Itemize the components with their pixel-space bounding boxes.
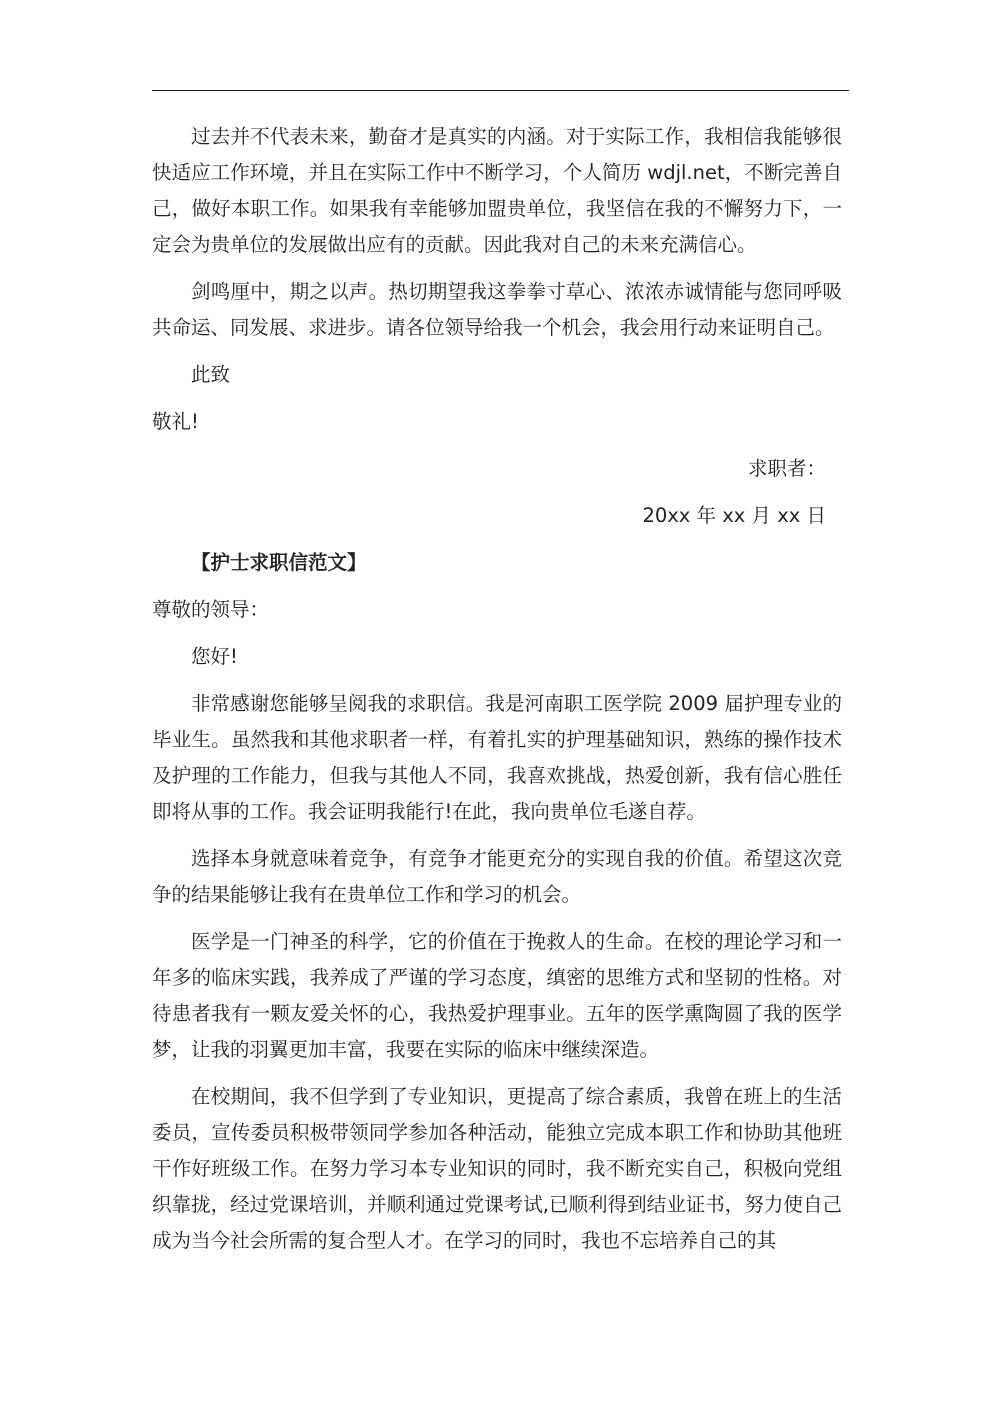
greeting-hello: 您好! bbox=[191, 645, 238, 668]
paragraph-competition: 选择本身就意味着竞争，有竞争才能更充分的实现自我的价值。希望这次竞争的结果能够让我有在贵单位工作和学习的机会。 bbox=[152, 847, 842, 906]
signature-applicant: 求职者： bbox=[747, 457, 826, 480]
paragraph-intro: 非常感谢您能够呈阅我的求职信。我是河南职工医学院 2009 届护理专业的毕业生。虽然我和其他求职者一样，有着扎实的护理基础知识，熟练的操作技术及护理的工作能力，但我与其他人不同，我喜欢挑战，热爱创新，我有信心胜任即将从事的工作。我会证明我能行!在此，我向贵单位毛遂自荐。 bbox=[152, 692, 842, 823]
paragraph-hope: 剑鸣厘中，期之以声。热切期望我这拳拳寸草心、浓浓赤诚情能与您同呼吸共命运、同发展、求进步。请各位领导给我一个机会，我会用行动来证明自己。 bbox=[152, 280, 842, 339]
paragraph-medicine: 医学是一门神圣的科学，它的价值在于挽救人的生命。在校的理论学习和一年多的临床实践，我养成了严谨的学习态度，缜密的思维方式和坚韧的性格。对待患者我有一颗友爱关怀的心，我热爱护理事业。五年的医学熏陶圆了我的医学梦，让我的羽翼更加丰富，我要在实际的临床中继续深造。 bbox=[152, 930, 842, 1061]
section-heading: 【护士求职信范文】 bbox=[191, 551, 367, 574]
signature-date: 20xx 年 xx 月 xx 日 bbox=[642, 504, 826, 527]
closing-regards: 敬礼! bbox=[152, 410, 199, 433]
paragraph-future: 过去并不代表未来，勤奋才是真实的内涵。对于实际工作，我相信我能够很快适应工作环境，并且在实际工作中不断学习，个人简历 wdjl.net，不断完善自己，做好本职工作。如果我有幸能够加盟贵单位，我坚信在我的不懈努力下，一定会为贵单位的发展做出应有的贡献。因此我对自己的未来充满信心。 bbox=[152, 125, 842, 256]
paragraph-school: 在校期间，我不但学到了专业知识，更提高了综合素质，我曾在班上的生活委员，宣传委员积极带领同学参加各种活动，能独立完成本职工作和协助其他班干作好班级工作。在努力学习本专业知识的同时，我不断充实自己，积极向党组织靠拢，经过党课培训，并顺利通过党课考试,已顺利得到结业证书，努力使自己成为当今社会所需的复合型人才。在学习的同时，我也不忘培养自己的其 bbox=[152, 1085, 842, 1252]
header-rule bbox=[152, 90, 849, 91]
letter-body bbox=[152, 119, 842, 1270]
greeting-recipient: 尊敬的领导： bbox=[152, 598, 270, 621]
closing-salutation: 此致 bbox=[191, 363, 231, 386]
